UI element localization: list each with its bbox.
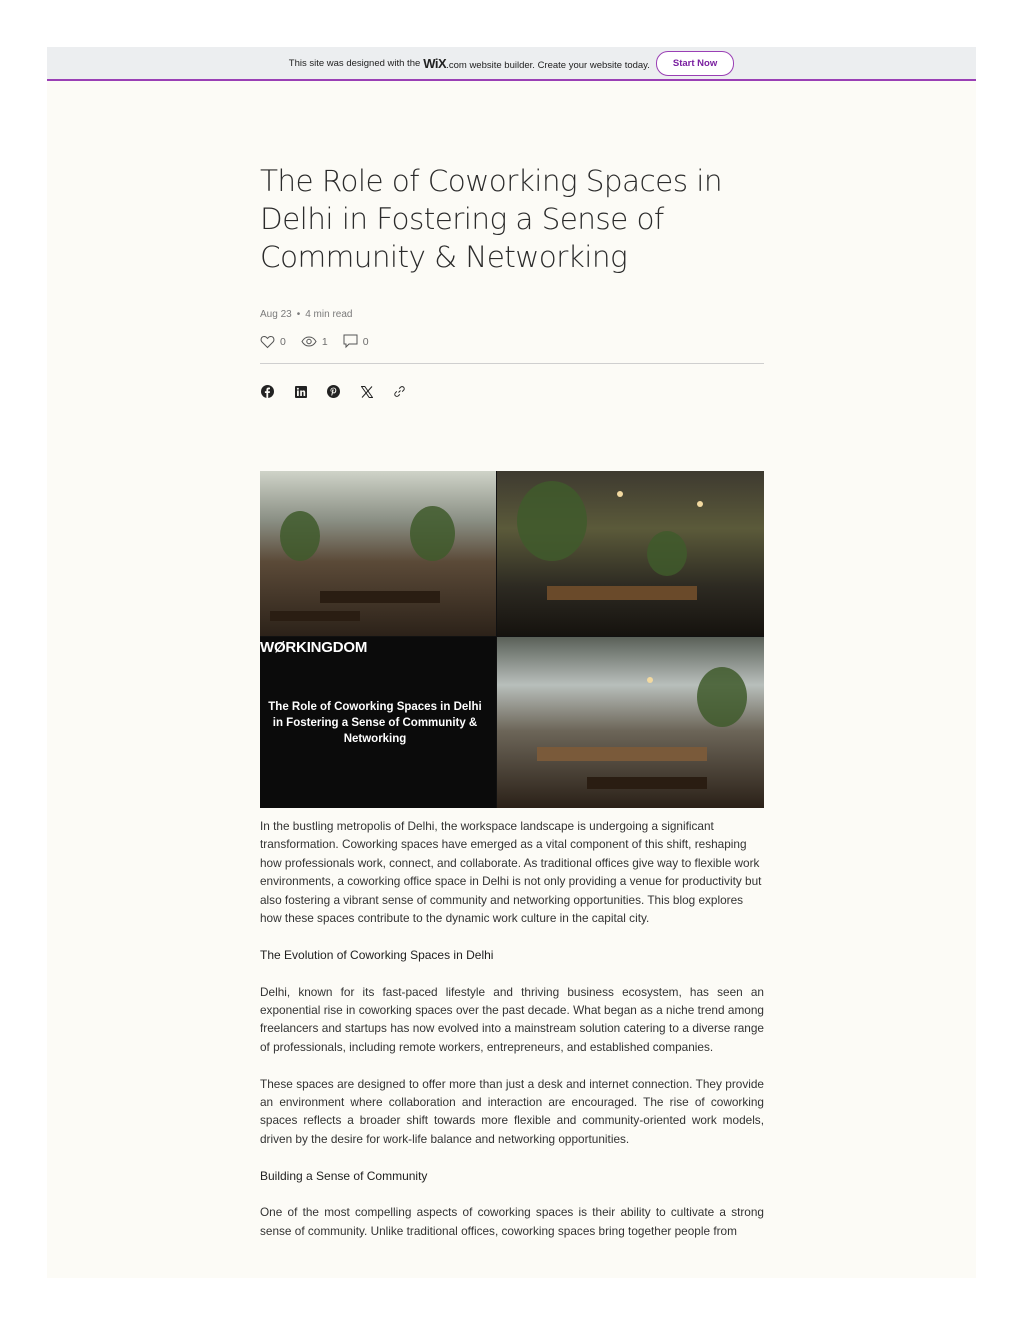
paragraph: One of the most compelling aspects of coworking spaces is their ability to cultivate a strong sense of community. Unlike traditional offices, coworking spaces bring together people from bbox=[260, 1205, 764, 1238]
post-title: The Role of Coworking Spaces in Delhi in Fostering a Sense of Community & Networking bbox=[260, 164, 722, 274]
divider bbox=[260, 363, 764, 364]
workingdom-logo: WØRKINGDOM bbox=[260, 639, 368, 656]
hero-caption: The Role of Coworking Spaces in Delhi in Fostering a Sense of Community & Networking bbox=[268, 701, 482, 745]
coworking-photo-top-left bbox=[260, 471, 496, 636]
comment-icon[interactable] bbox=[343, 334, 358, 349]
paragraph: Delhi, known for its fast-paced lifestyle and thriving business ecosystem, has seen an exponential rise in coworking spaces over the past decade. What began as a niche trend among freelancers and startups has now evolved into a mainstream solution catering to a diverse range of professionals, including remote workers, entrepreneurs, and established companies. bbox=[260, 984, 764, 1054]
share-bar bbox=[260, 384, 764, 399]
post-content bbox=[260, 162, 764, 1259]
eye-icon bbox=[301, 336, 317, 347]
section-heading: Building a Sense of Community bbox=[260, 1168, 428, 1183]
post-date: Aug 23 bbox=[260, 309, 292, 320]
pinterest-icon[interactable] bbox=[326, 384, 341, 399]
banner-message bbox=[289, 56, 650, 71]
read-time: 4 min read bbox=[305, 309, 353, 320]
views-stat bbox=[301, 336, 328, 348]
start-now-button[interactable]: Start Now bbox=[656, 51, 734, 76]
views-count: 1 bbox=[321, 335, 328, 348]
hero-image bbox=[260, 471, 764, 808]
section-heading: The Evolution of Coworking Spaces in Delhi bbox=[260, 947, 494, 962]
comments-count: 0 bbox=[362, 335, 369, 348]
page-frame bbox=[47, 47, 976, 1278]
x-icon[interactable] bbox=[359, 384, 374, 399]
comments-stat[interactable] bbox=[343, 334, 369, 349]
post-stats bbox=[260, 334, 764, 349]
intro-paragraph: In the bustling metropolis of Delhi, the workspace landscape is undergoing a significant transformation. Coworking spaces have emerged as a vital component of this shift, reshaping how professionals work, connect, and collaborate. As traditional offices give way to flexible work environments, a coworking office space in Delhi is not only providing a venue for productivity but also fostering a vibrant sense of community and networking opportunities. This blog explores how these spaces contribute to the dynamic work culture in the capital city. bbox=[260, 819, 762, 926]
article-body bbox=[260, 817, 764, 1240]
wix-logo[interactable]: WiX bbox=[423, 55, 447, 71]
banner-text-before: This site was designed with the bbox=[288, 57, 421, 69]
wix-banner bbox=[47, 47, 976, 81]
paragraph: These spaces are designed to offer more than just a desk and internet connection. They provide an environment where collaboration and interaction are encouraged. The rise of coworking spaces reflects a broader shift towards more flexible and community-oriented work models, driven by the desire for work-life balance and networking opportunities. bbox=[260, 1076, 764, 1146]
post-meta bbox=[260, 309, 764, 320]
link-icon[interactable] bbox=[392, 384, 407, 399]
banner-text-after: .com website builder. Create your website today. bbox=[446, 59, 650, 71]
coworking-photo-top-right bbox=[497, 471, 764, 636]
likes-stat[interactable] bbox=[260, 335, 286, 349]
linkedin-icon[interactable] bbox=[293, 384, 308, 399]
meta-separator: • bbox=[296, 309, 301, 320]
coworking-photo-bottom-right bbox=[497, 637, 764, 808]
likes-count: 0 bbox=[280, 335, 286, 348]
facebook-icon[interactable] bbox=[260, 384, 275, 399]
heart-icon[interactable] bbox=[260, 335, 275, 349]
